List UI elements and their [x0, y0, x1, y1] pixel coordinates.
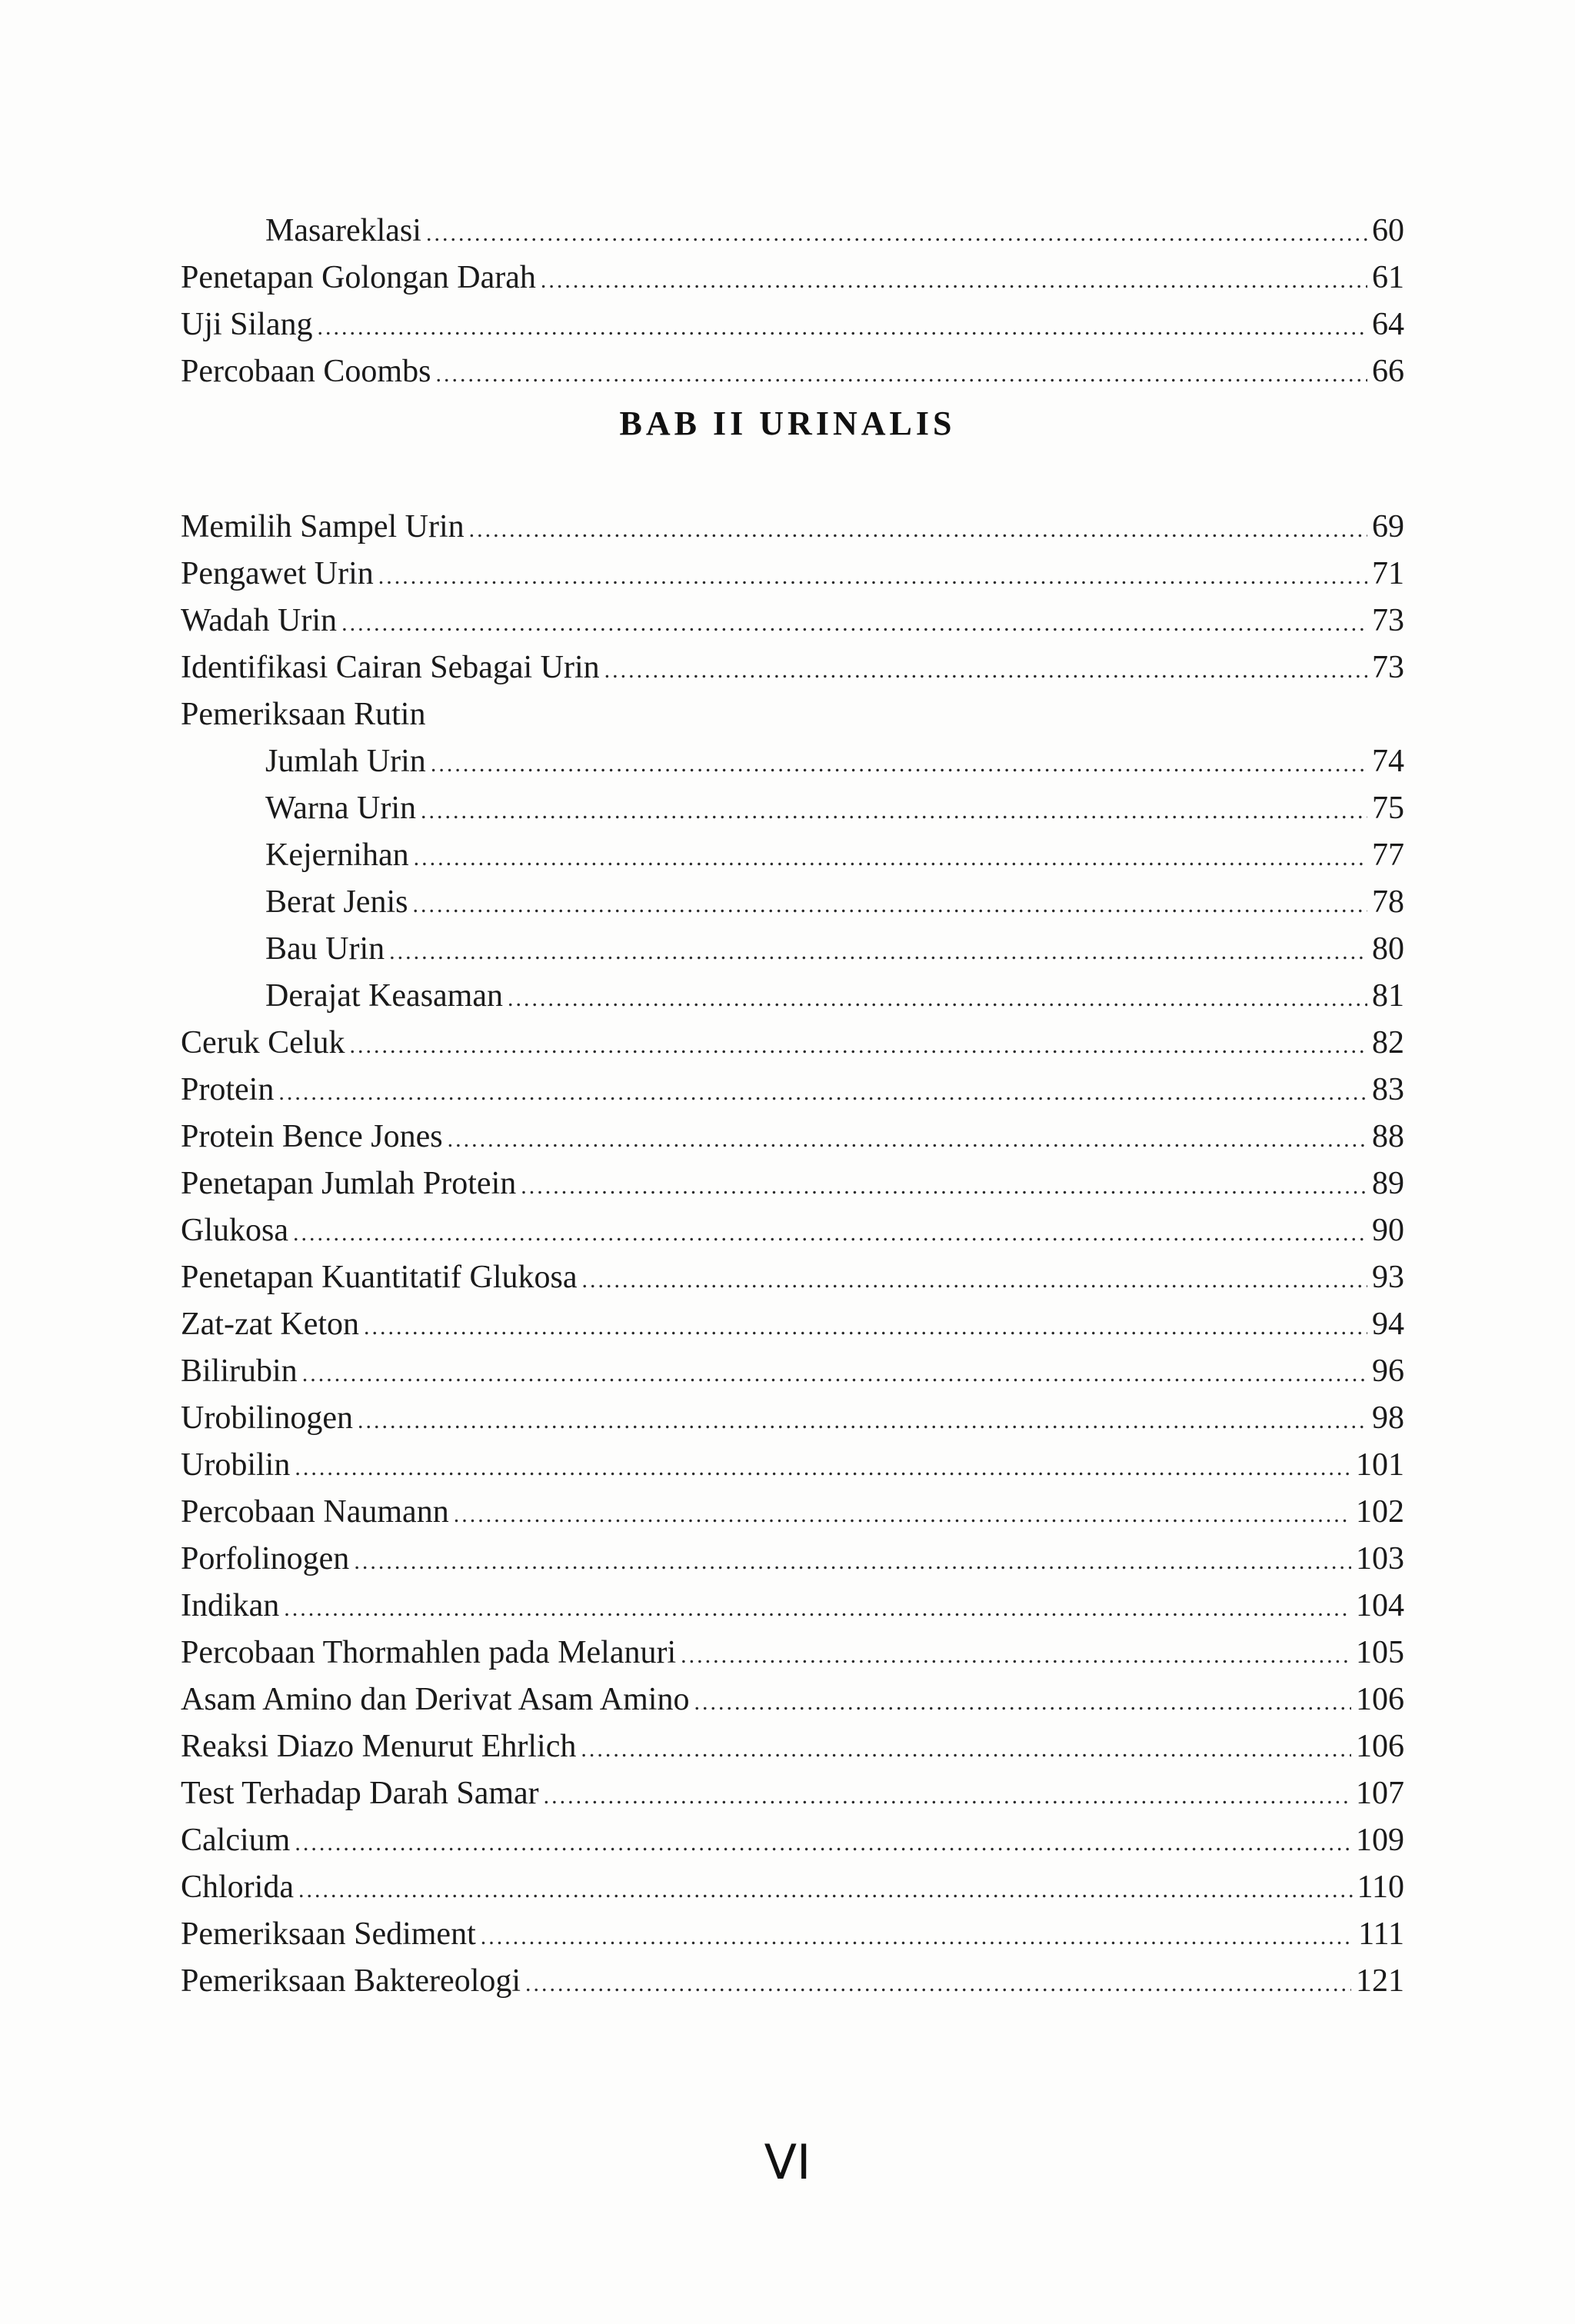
- toc-entry-title: Urobilin: [181, 1447, 291, 1483]
- toc-entry-title: Zat-zat Keton: [181, 1307, 360, 1342]
- toc-entry-page-number: 103: [1356, 1541, 1404, 1577]
- toc-entry-title: Test Terhadap Darah Samar: [181, 1776, 539, 1811]
- toc-entry-title: Jumlah Urin: [265, 744, 426, 779]
- toc-entry-title: Identifikasi Cairan Sebagai Urin: [181, 650, 600, 685]
- dot-leader: [431, 741, 1367, 787]
- toc-entry: [0, 691, 1575, 738]
- toc-entry: [0, 1020, 1575, 1067]
- dot-leader: [284, 1585, 1351, 1632]
- toc-entry-page-number: 94: [1372, 1307, 1404, 1342]
- toc-entry: [0, 738, 1575, 785]
- toc-entry-title: Pengawet Urin: [181, 556, 374, 591]
- toc-entry-title: Reaksi Diazo Menurut Ehrlich: [181, 1729, 577, 1764]
- toc-entry: [0, 1348, 1575, 1395]
- toc-entry: [0, 255, 1575, 301]
- toc-entry-title: Berat Jenis: [265, 884, 408, 920]
- dot-leader: [454, 1491, 1351, 1538]
- dot-leader: [412, 881, 1367, 928]
- toc-entry-title: Memilih Sampel Urin: [181, 509, 465, 544]
- dot-leader: [389, 928, 1367, 975]
- toc-entry-page-number: 78: [1372, 884, 1404, 920]
- toc-entry-page-number: 96: [1372, 1353, 1404, 1389]
- toc-entry: [0, 832, 1575, 879]
- toc-entry: [0, 1864, 1575, 1911]
- toc-entry-title: Percobaan Naumann: [181, 1494, 449, 1530]
- toc-block-urinalis: [0, 504, 1575, 2005]
- toc-entry-page-number: 75: [1372, 791, 1404, 826]
- dot-leader: [426, 210, 1367, 257]
- dot-leader: [364, 1304, 1367, 1350]
- toc-entry-title: Kejernihan: [265, 837, 409, 873]
- dot-leader: [508, 975, 1367, 1022]
- toc-entry-title: Bau Urin: [265, 931, 385, 967]
- dot-leader: [354, 1538, 1351, 1585]
- toc-entry-page-number: 60: [1372, 213, 1404, 248]
- toc-entry-title: Ceruk Celuk: [181, 1025, 345, 1060]
- toc-entry-page-number: 111: [1358, 1916, 1404, 1952]
- toc-entry-title: Pemeriksaan Baktereologi: [181, 1963, 521, 1999]
- toc-entry: [0, 1207, 1575, 1254]
- toc-entry-page-number: 83: [1372, 1072, 1404, 1107]
- dot-leader: [481, 1913, 1354, 1960]
- toc-entry-title: Wadah Urin: [181, 603, 338, 638]
- toc-entry-title: Uji Silang: [181, 307, 313, 342]
- dot-leader: [318, 304, 1367, 351]
- toc-entry-page-number: 107: [1356, 1776, 1404, 1811]
- toc-entry: [0, 879, 1575, 926]
- toc-entry-page-number: 73: [1372, 650, 1404, 685]
- toc-entry-page-number: 93: [1372, 1260, 1404, 1295]
- toc-entry: [0, 1395, 1575, 1442]
- dot-leader: [581, 1726, 1351, 1773]
- toc-entry-page-number: 104: [1356, 1588, 1404, 1623]
- dot-leader: [295, 1444, 1351, 1491]
- toc-entry-title: Penetapan Golongan Darah: [181, 260, 536, 295]
- toc-entry-page-number: 66: [1372, 354, 1404, 389]
- toc-entry-page-number: 101: [1356, 1447, 1404, 1483]
- toc-entry-page-number: 64: [1372, 307, 1404, 342]
- toc-entry-page-number: 74: [1372, 744, 1404, 779]
- toc-entry-page-number: 80: [1372, 931, 1404, 967]
- toc-entry-title: Chlorida: [181, 1870, 294, 1905]
- toc-entry-title: Pemeriksaan Rutin: [181, 697, 426, 732]
- toc-entry-page-number: 89: [1372, 1166, 1404, 1201]
- toc-entry: [0, 1489, 1575, 1536]
- toc-entry-title: Porfolinogen: [181, 1541, 350, 1577]
- toc-entry: [0, 1442, 1575, 1489]
- toc-entry-page-number: 102: [1356, 1494, 1404, 1530]
- toc-entry: [0, 1301, 1575, 1348]
- dot-leader: [435, 351, 1367, 398]
- toc-entry-page-number: 88: [1372, 1119, 1404, 1154]
- dot-leader: [541, 257, 1367, 304]
- toc-entry-title: Glukosa: [181, 1213, 288, 1248]
- toc-entry: [0, 504, 1575, 551]
- toc-block-continued: [0, 208, 1575, 395]
- toc-entry: [0, 926, 1575, 973]
- toc-entry-title: Pemeriksaan Sediment: [181, 1916, 476, 1952]
- toc-entry: [0, 1770, 1575, 1817]
- dot-leader: [421, 787, 1367, 834]
- dot-leader: [349, 1022, 1367, 1069]
- dot-leader: [298, 1866, 1353, 1913]
- toc-entry-title: Protein: [181, 1072, 275, 1107]
- toc-entry-page-number: 109: [1356, 1823, 1404, 1858]
- dot-leader: [278, 1069, 1367, 1116]
- toc-entry: [0, 1630, 1575, 1676]
- dot-leader: [358, 1397, 1367, 1444]
- dot-leader: [544, 1773, 1351, 1820]
- toc-entry-page-number: 61: [1372, 260, 1404, 295]
- toc-entry: [0, 1067, 1575, 1114]
- toc-entry-page-number: 81: [1372, 978, 1404, 1014]
- dot-leader: [582, 1257, 1367, 1304]
- toc-entry: [0, 208, 1575, 255]
- toc-entry-page-number: 121: [1356, 1963, 1404, 1999]
- dot-leader: [295, 1820, 1351, 1866]
- toc-entry: [0, 598, 1575, 644]
- toc-entry-page-number: 69: [1372, 509, 1404, 544]
- toc-entry: [0, 1114, 1575, 1160]
- toc-entry: [0, 301, 1575, 348]
- toc-entry-title: Masareklasi: [265, 213, 421, 248]
- toc-entry-title: Penetapan Jumlah Protein: [181, 1166, 517, 1201]
- dot-leader: [521, 1163, 1367, 1210]
- toc-entry-title: Percobaan Coombs: [181, 354, 431, 389]
- dot-leader: [302, 1350, 1367, 1397]
- toc-entry: [0, 348, 1575, 395]
- page-number: VI: [764, 2134, 811, 2190]
- toc-entry: [0, 1817, 1575, 1864]
- dot-leader: [469, 506, 1367, 553]
- toc-entry-page-number: 71: [1372, 556, 1404, 591]
- toc-entry-title: Urobilinogen: [181, 1400, 353, 1436]
- dot-leader: [681, 1632, 1351, 1679]
- toc-entry-title: Calcium: [181, 1823, 291, 1858]
- toc-entry: [0, 1676, 1575, 1723]
- dot-leader: [414, 834, 1367, 881]
- section-heading: BAB II URINALIS: [619, 405, 956, 442]
- toc-entry: [0, 973, 1575, 1020]
- toc-entry-title: Indikan: [181, 1588, 280, 1623]
- toc-entry-title: Penetapan Kuantitatif Glukosa: [181, 1260, 578, 1295]
- dot-leader: [378, 553, 1367, 600]
- toc-entry: [0, 1160, 1575, 1207]
- toc-entry-title: Protein Bence Jones: [181, 1119, 443, 1154]
- dot-leader: [448, 1116, 1367, 1163]
- dot-leader: [604, 647, 1367, 694]
- toc-entry-page-number: 77: [1372, 837, 1404, 873]
- toc-entry-page-number: 82: [1372, 1025, 1404, 1060]
- toc-entry: [0, 1254, 1575, 1301]
- toc-entry-title: Asam Amino dan Derivat Asam Amino: [181, 1682, 690, 1717]
- toc-entry: [0, 644, 1575, 691]
- toc-entry-page-number: 106: [1356, 1682, 1404, 1717]
- toc-entry-page-number: 90: [1372, 1213, 1404, 1248]
- toc-entry: [0, 1723, 1575, 1770]
- toc-entry-page-number: 105: [1356, 1635, 1404, 1670]
- toc-entry: [0, 1536, 1575, 1583]
- toc-entry-page-number: 110: [1357, 1870, 1404, 1905]
- toc-entry-page-number: 98: [1372, 1400, 1404, 1436]
- toc-entry: [0, 551, 1575, 598]
- toc-entry-title: Derajat Keasaman: [265, 978, 503, 1014]
- dot-leader: [525, 1960, 1351, 2007]
- toc-entry: [0, 785, 1575, 832]
- dot-leader: [694, 1679, 1351, 1726]
- toc-entry-title: Bilirubin: [181, 1353, 298, 1389]
- dot-leader: [293, 1210, 1367, 1257]
- toc-entry-title: Warna Urin: [265, 791, 417, 826]
- dot-leader: [341, 600, 1367, 647]
- toc-entry-title: Percobaan Thormahlen pada Melanuri: [181, 1635, 677, 1670]
- toc-entry-page-number: 106: [1356, 1729, 1404, 1764]
- toc-entry-page-number: 73: [1372, 603, 1404, 638]
- toc-entry: [0, 1911, 1575, 1958]
- toc-entry: [0, 1583, 1575, 1630]
- toc-entry: [0, 1958, 1575, 2005]
